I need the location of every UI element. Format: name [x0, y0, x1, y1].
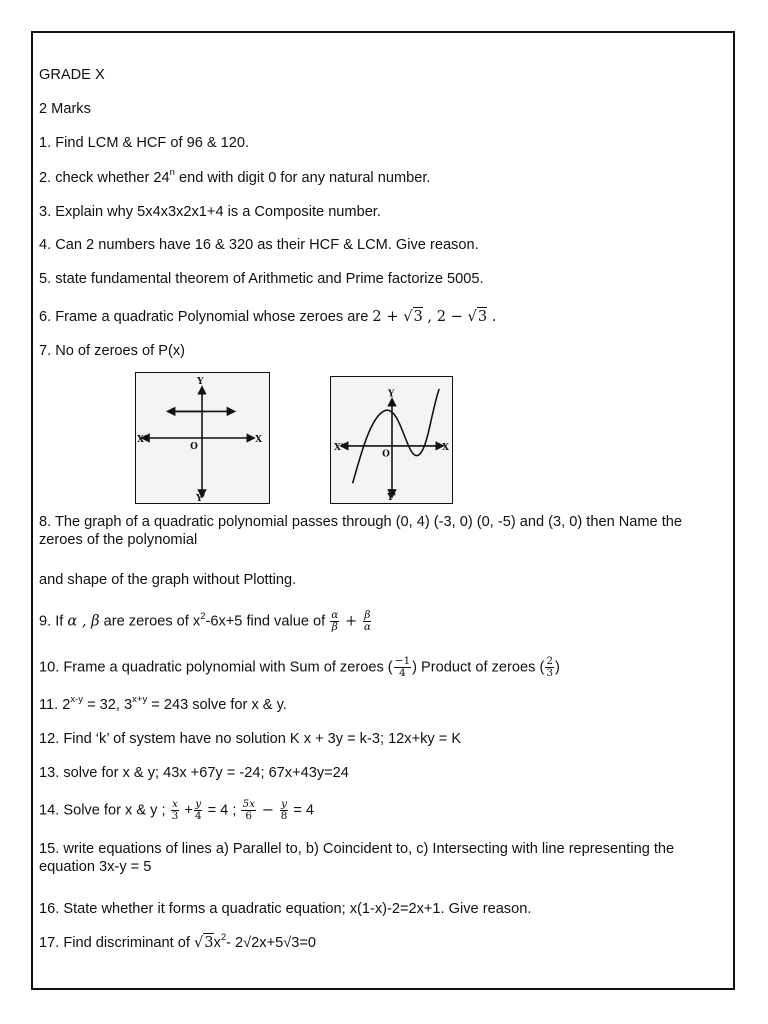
polynomial-curve — [353, 389, 440, 483]
question-6: 6. Frame a quadratic Polynomial whose zeroes are 2 + √3 , 2 − √3 . — [39, 308, 497, 325]
question-9: 9. If α , β are zeroes of $x^2-6x+5$ find value of $\frac{\alpha}{\beta}$ + $\frac{\beta}{\alpha}$ — [39, 609, 371, 633]
fraction-5x-over-6: $\frac{5x}{6}$ — [242, 798, 256, 822]
question-16: 16. State whether it forms a quadratic equation; x(1-x)-2=2x+1. Give reason. — [39, 901, 532, 917]
grade-heading: GRADE X — [39, 67, 105, 83]
question-8-line2: and shape of the graph without Plotting. — [39, 572, 297, 588]
fraction-y-over-4: $\frac{y}{4}$ — [194, 798, 202, 822]
question-8-line1: 8. The graph of a quadratic polynomial passes through (0, 4) (-3, 0) (0, -5) and (3, 0) then Name the zeroes of the polynomial — [39, 514, 683, 548]
fraction-beta-over-alpha: $\frac{\beta}{\alpha}$ — [363, 609, 371, 633]
graph1-origin-label: O — [190, 441, 198, 452]
graph1-y-label: Y — [197, 376, 204, 387]
marks-heading: 2 Marks — [39, 101, 91, 117]
fraction-alpha-over-beta: $\frac{\alpha}{\beta}$ — [331, 609, 339, 633]
graph1-xprime-label: X' — [137, 434, 147, 445]
graph2-y-label: Y — [388, 389, 395, 400]
question-14: 14. Solve for x & y ; $\frac{x}{3}$ + $\frac{y}{4}$ = 4 ; $\frac{5x}{6}$ − $\frac{y}{8}$ = 4 — [39, 798, 315, 822]
question-15: 15. write equations of lines a) Parallel to, b) Coincident to, c) Intersecting with line representing the equation 3x-y = 5 — [39, 841, 675, 875]
question-5: 5. state fundamental theorem of Arithmetic and Prime factorize 5005. — [39, 271, 484, 287]
graph-no-zeroes — [135, 372, 270, 504]
graph1-x-label: X — [255, 434, 263, 445]
fraction-minus-one-fourth: $\frac{-1}{4}$ — [394, 655, 411, 679]
graph2-x-label: X — [442, 442, 450, 453]
question-11: 11. $2^{x-y} = 32$, $3^{x+y} = 243$ solve for x & y. — [39, 694, 287, 713]
graph2-origin-label: O — [382, 449, 390, 460]
question-3: 3. Explain why 5x4x3x2x1+4 is a Composite number. — [39, 204, 381, 220]
graph-curve-zeroes — [330, 376, 453, 504]
question-10: 10. Frame a quadratic polynomial with Sum of zeroes ( $\frac{-1}{4}$ ) Product of zeroes ( $\frac{2}{3}$ ) — [39, 655, 560, 679]
question-7: 7. No of zeroes of P(x) — [39, 343, 185, 359]
question-12: 12. Find ‘k’ of system have no solution K x + 3y = k-3; 12x+ky = K — [39, 731, 462, 747]
question-17: 17. Find discriminant of $√3x^2-$ 2√2x+5√3=0 — [39, 932, 316, 951]
graph2-xprime-label: X' — [333, 442, 344, 453]
question-2: 2. check whether 24$^n$ end with digit 0 for any natural number. — [39, 167, 431, 186]
question-4: 4. Can 2 numbers have 16 & 320 as their HCF & LCM. Give reason. — [39, 237, 479, 253]
question-13: 13. solve for x & y; 43x +67y = -24; 67x+43y=24 — [39, 765, 349, 781]
sqrt-3-first: √3 — [403, 308, 423, 325]
fraction-x-over-3: $\frac{x}{3}$ — [171, 798, 179, 822]
graph1-yprime-label: Y' — [196, 494, 206, 503]
sqrt-3-second: √3 — [467, 308, 488, 325]
sqrt-3-term: √3 — [193, 934, 214, 951]
fraction-two-thirds: $\frac{2}{3}$ — [546, 655, 554, 679]
question-1: 1. Find LCM & HCF of 96 & 120. — [39, 135, 250, 151]
graph2-yprime-label: Y' — [387, 493, 397, 503]
fraction-y-over-8: $\frac{y}{8}$ — [280, 798, 288, 822]
